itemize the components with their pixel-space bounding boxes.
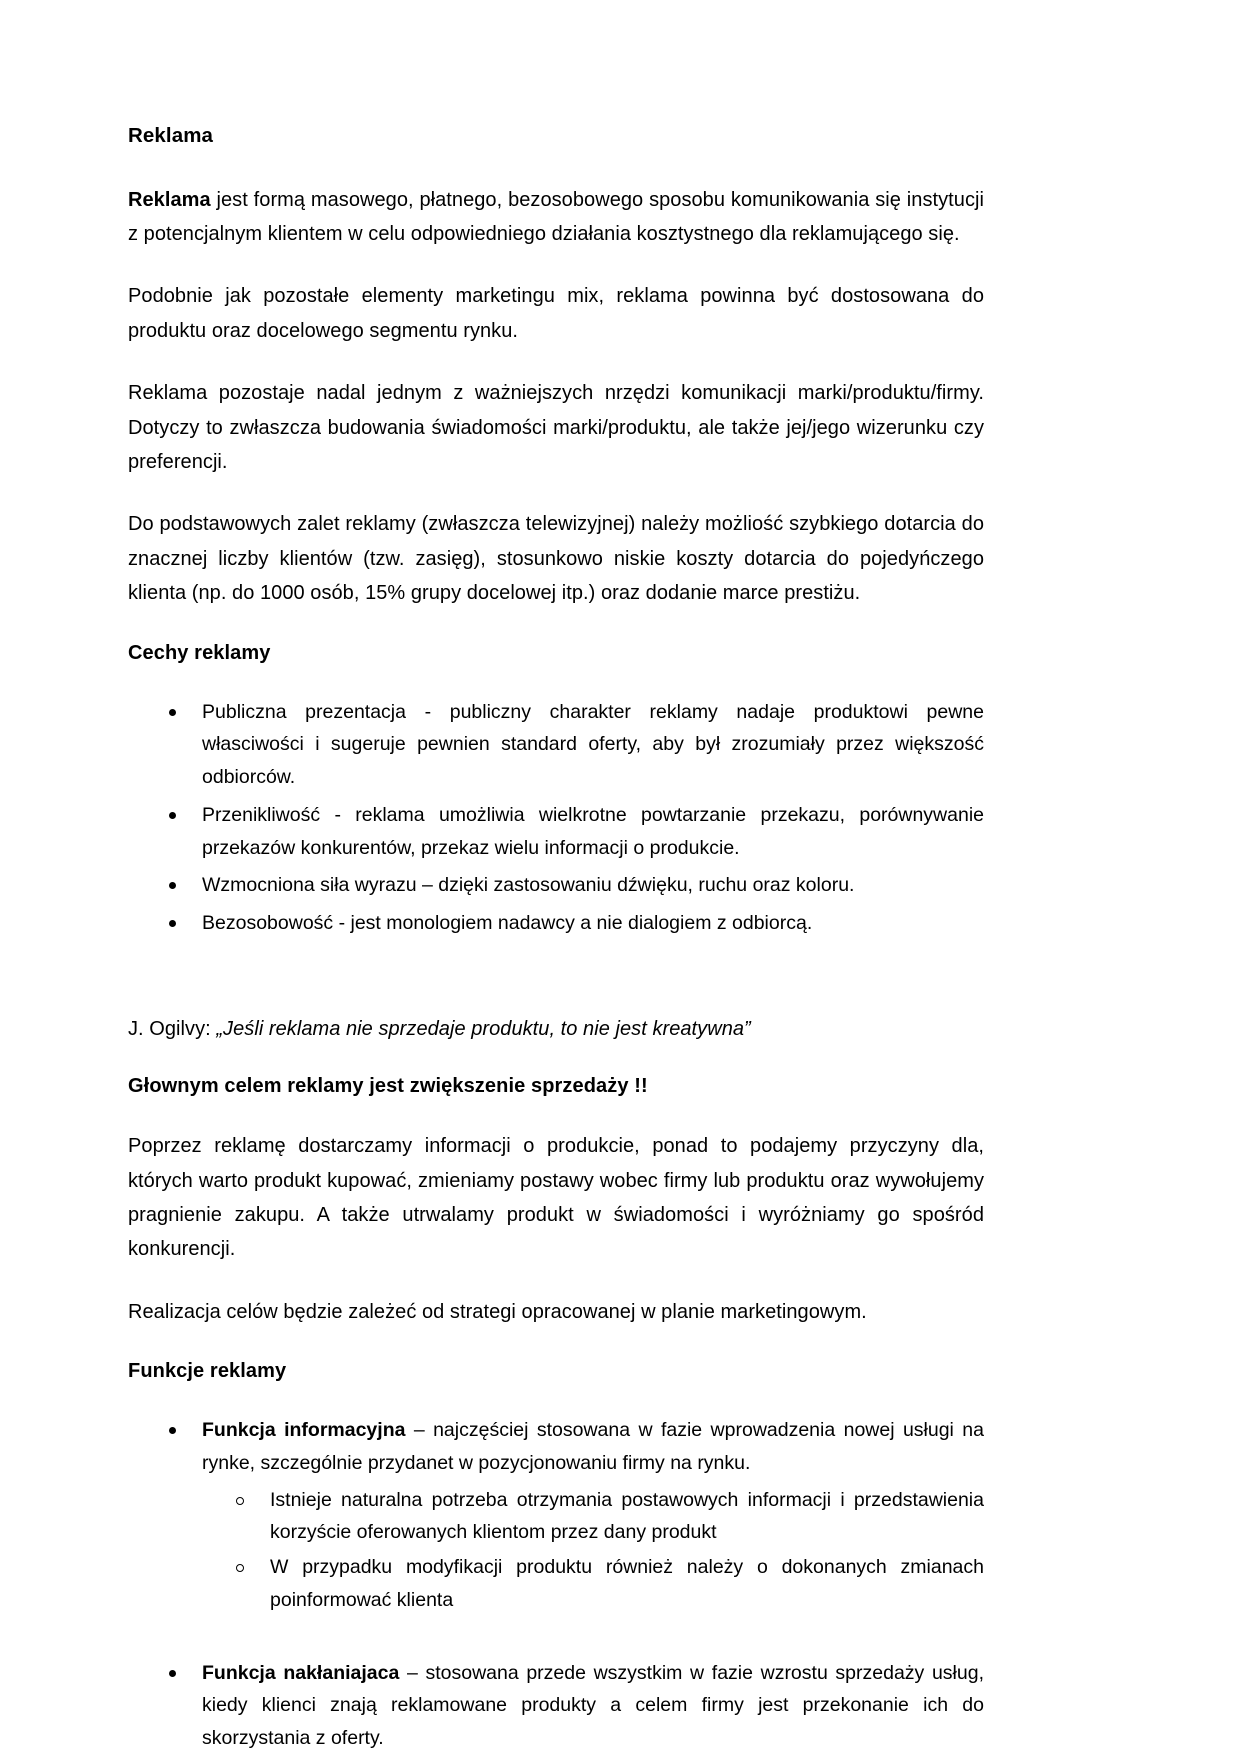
paragraph-definition [128,183,984,252]
heading-funkcje-reklamy: Funkcje reklamy [128,1360,287,1383]
heading-glowny-cel: Głownym celem reklamy jest zwiększenie sprzedaży !! [128,1075,648,1098]
heading-cechy-reklamy: Cechy reklamy [128,641,271,664]
quote-text: „Jeśli reklama nie sprzedaje produktu, to nie jest kreatywna” [216,1017,751,1040]
paragraph-text: jest formą masowego, płatnego, bezosobowego sposobu komunikowania się instytucji z potencjalnym klientem w celu odpowiedniego działania kosztystnego dla reklamującego się. [128,188,984,245]
sublist-funkcja-informacyjna [202,1484,984,1617]
paragraph-zalety: Do podstawowych zalet reklamy (zwłaszcza telewizyjnej) należy możliość szybkiego dotarcia do znacznej liczby klientów (tzw. zasięg), stosunkowo niskie koszty dotarcia do pojedyńczego klienta (np. do 1000 osób, 15% grupy docelowej itp.) oraz dodanie marce prestiżu. [128,513,984,605]
quote-attribution: J. Ogilvy: [128,1017,217,1040]
list-item-text: – stosowana przede wszystkim w fazie wzrostu sprzedaży usług, kiedy klienci znają reklamowane produkty a celem firmy jest przekonanie ich do skorzystania z oferty. [202,1661,984,1750]
list-cechy-reklamy [128,696,984,940]
list-item: Publiczna prezentacja - publiczny charakter reklamy nadaje produktowi pewne własciwości i sugeruje pewnien standard oferty, aby był zrozumiały przez większość odbiorców. [128,696,984,794]
list-item-funkcja-informacyjna [128,1414,984,1617]
paragraph-marketing-mix: Podobnie jak pozostałe elementy marketingu mix, reklama powinna być dostosowana do produktu oraz docelowego segmentu rynku. [128,285,984,342]
paragraph-lead-bold: Reklama [128,188,211,211]
list-item: Przenikliwość - reklama umożliwia wielkrotne powtarzanie przekazu, porównywanie przekazów konkurentów, przekaz wielu informacji o produkcie. [128,799,984,865]
sublist-item: W przypadku modyfikacji produktu również należy o dokonanych zmianach poinformować klienta [202,1551,984,1617]
list-item-lead-bold: Funkcja nakłaniajaca [202,1661,400,1684]
list-item: Bezosobowość - jest monologiem nadawcy a nie dialogiem z odbiorcą. [128,907,984,940]
paragraph-cele-reklamy: Poprzez reklamę dostarczamy informacji o produkcie, ponad to podajemy przyczyny dla, których warto produkt kupować, zmieniamy postawy wobec firmy lub produktu oraz wywołujemy pragnienie zakupu. A także utrwalamy produkt w świadomości i wyróżniamy go spośród konkurencji. [128,1135,984,1261]
paragraph-realizacja-celow: Realizacja celów będzie zależeć od strategi opracowanej w planie marketingowym. [128,1300,867,1323]
list-item-text: – najczęściej stosowana w fazie wprowadzenia nowej usługi na rynke, szczególnie przydanet w pozycjonowaniu firmy na rynku. [202,1419,984,1474]
list-item: Wzmocniona siła wyrazu – dzięki zastosowaniu dźwięku, ruchu oraz koloru. [128,869,984,902]
document-body [128,124,984,1755]
list-item-lead-bold: Funkcja informacyjna [202,1419,406,1442]
list-item-funkcja-naklaniajaca [128,1657,984,1755]
paragraph-narzedzia: Reklama pozostaje nadal jednym z ważniejszych nrzędzi komunikacji marki/produktu/firmy. Dotyczy to zwłaszcza budowania świadomości marki/produktu, ale także jej/jego wizerunku czy preferencji. [128,382,984,473]
list-funkcje-reklamy [128,1414,984,1755]
paragraph-quote-ogilvy [128,1012,984,1046]
spacer [128,966,984,1012]
sublist-item: Istnieje naturalna potrzeba otrzymania postawowych informacji i przedstawienia korzyście oferowanych klientom przez dany produkt [202,1484,984,1550]
page-title: Reklama [128,124,214,147]
